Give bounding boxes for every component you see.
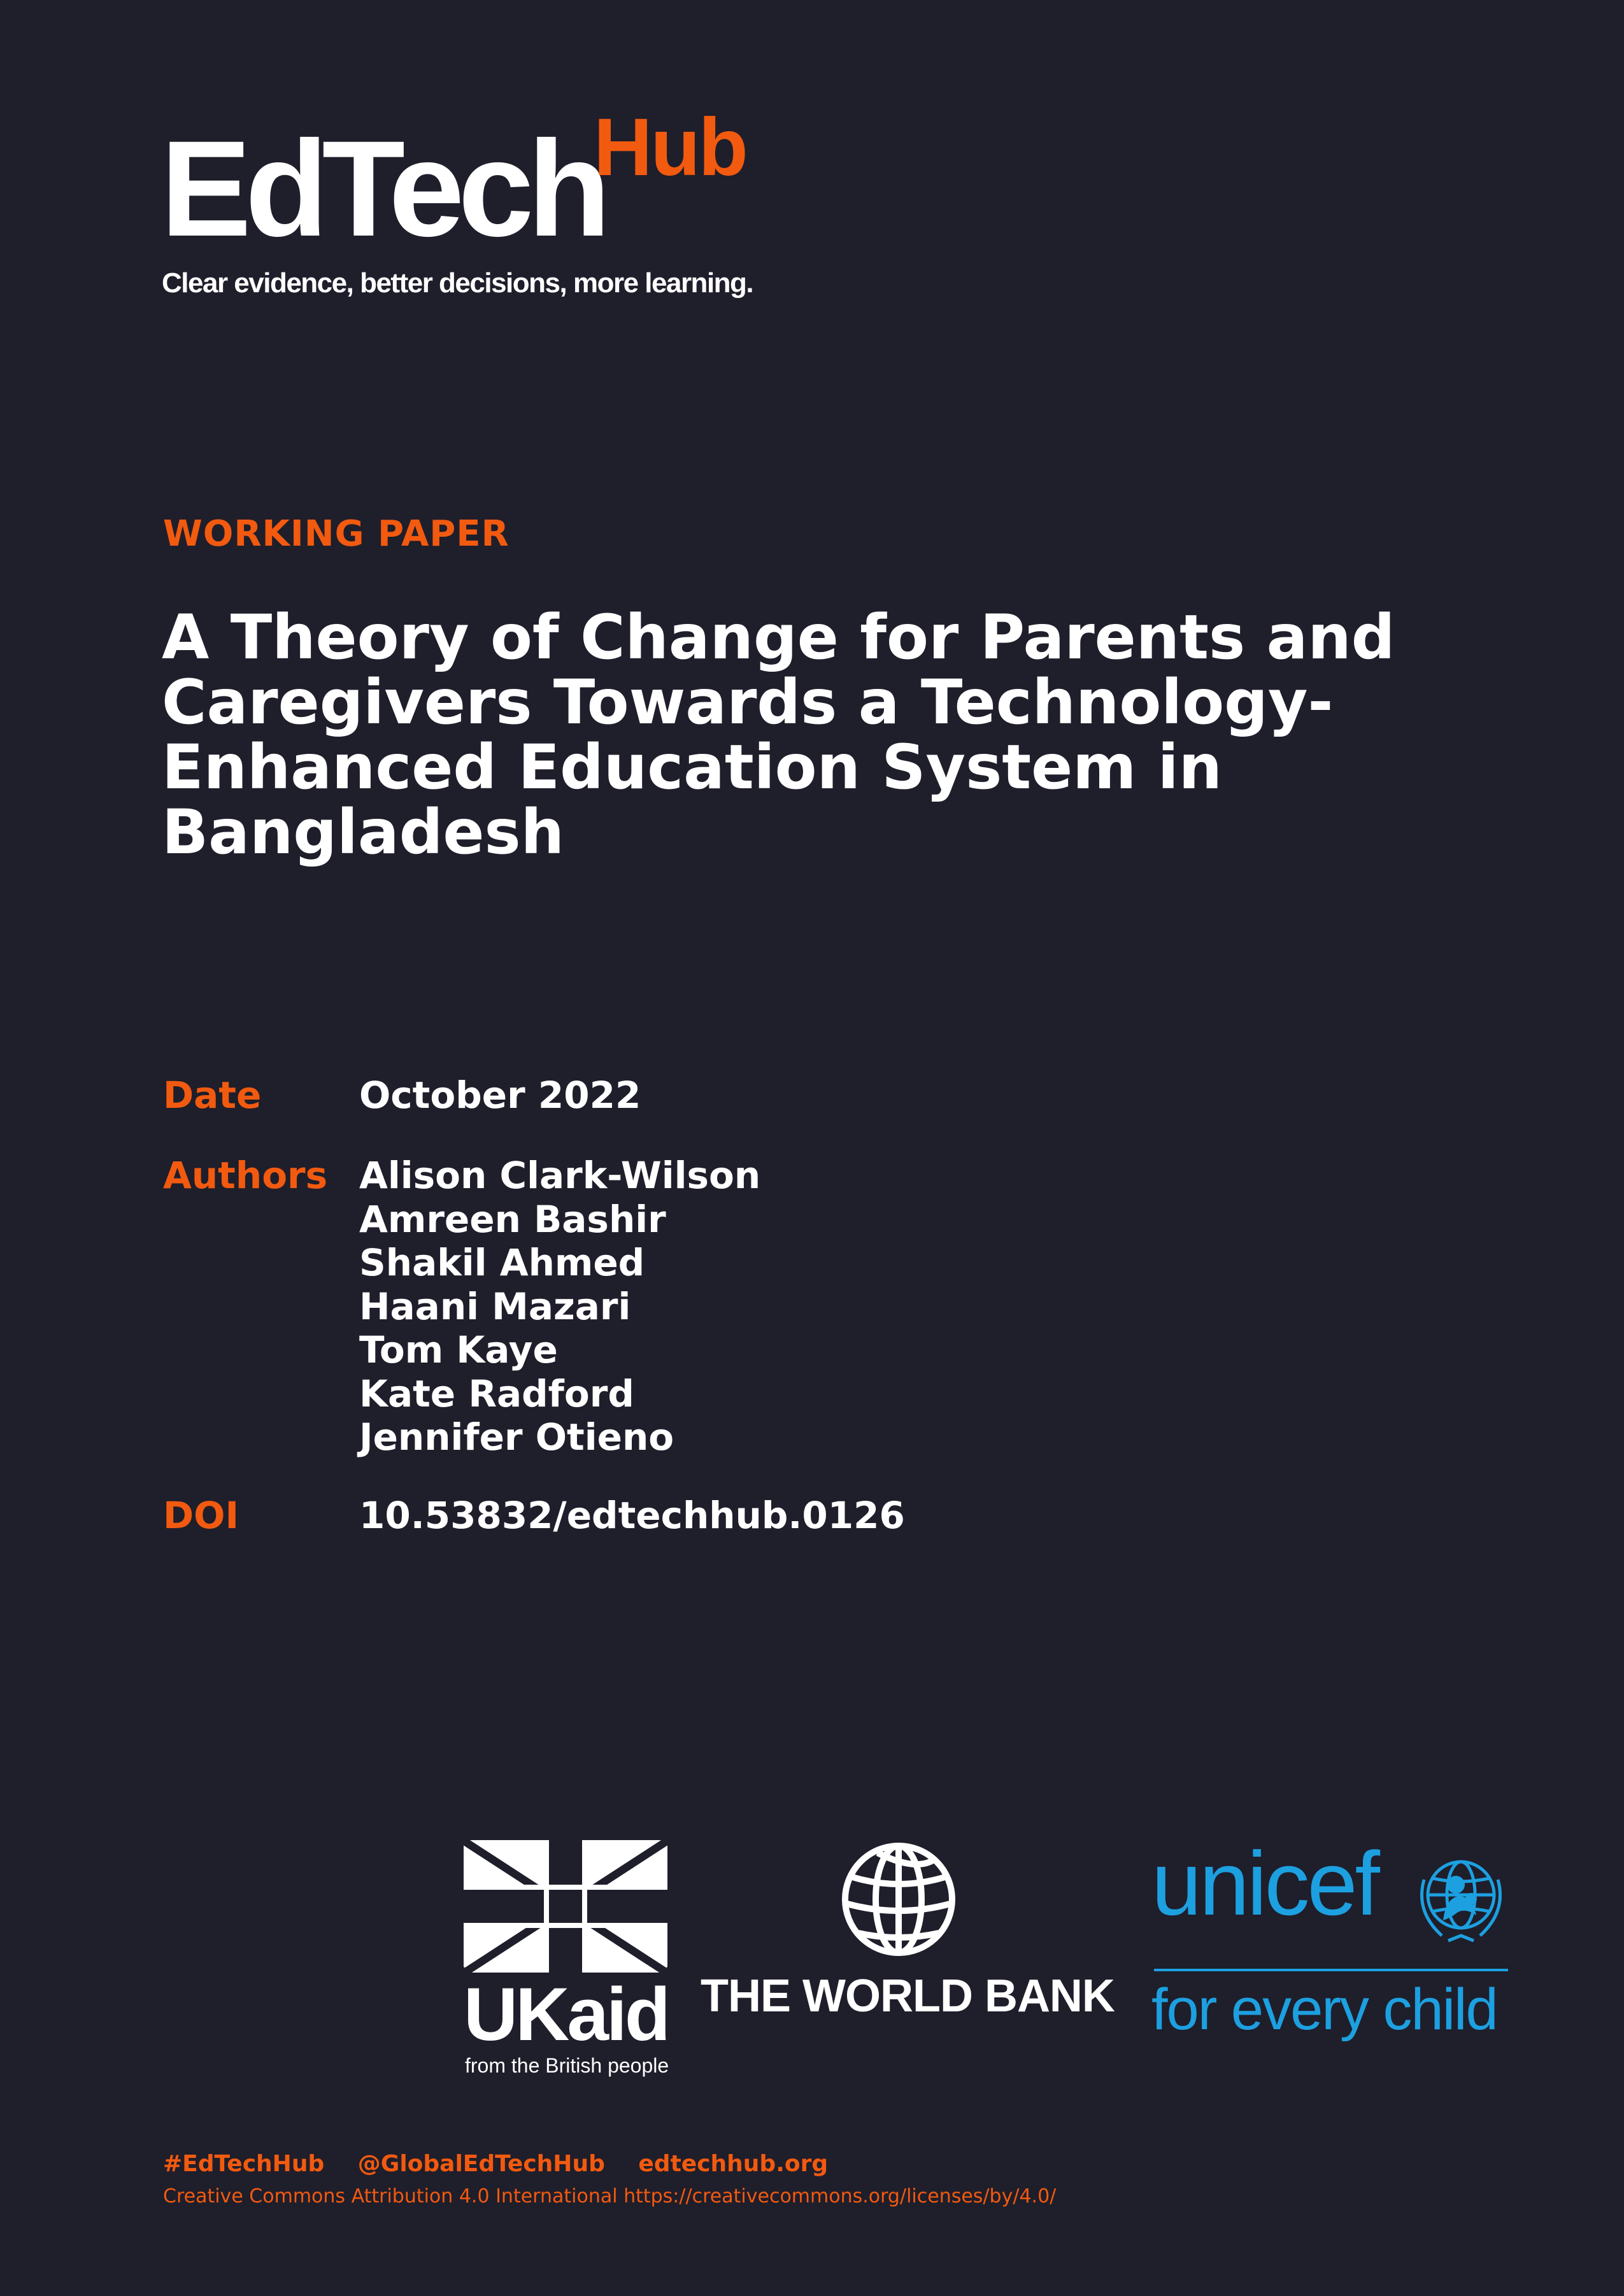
date-label: Date bbox=[163, 1074, 262, 1117]
footer-website[interactable]: edtechhub.org bbox=[638, 2151, 829, 2177]
author-name: Jennifer Otieno bbox=[359, 1415, 674, 1459]
author-name: Haani Mazari bbox=[359, 1284, 631, 1328]
footer-hashtag[interactable]: #EdTechHub bbox=[163, 2151, 325, 2177]
doi-value[interactable]: 10.53832/edtechhub.0126 bbox=[359, 1494, 905, 1537]
union-jack-icon bbox=[464, 1840, 667, 1973]
authors-list bbox=[359, 1154, 760, 1459]
author-name: Tom Kaye bbox=[359, 1328, 558, 1371]
title-line: A Theory of Change for Parents and bbox=[162, 602, 1395, 673]
ukaid-wordmark: UKaid bbox=[464, 1973, 668, 2057]
doi-label: DOI bbox=[163, 1494, 239, 1537]
page-title bbox=[162, 602, 1467, 868]
edtechhub-logo-hub: Hub bbox=[594, 102, 746, 193]
title-line: Enhanced Education System in bbox=[162, 732, 1222, 803]
author-name: Amreen Bashir bbox=[359, 1197, 666, 1241]
logo-tagline: Clear evidence, better decisions, more learning. bbox=[162, 267, 753, 299]
world-bank-wordmark: THE WORLD BANK bbox=[701, 1971, 1115, 2022]
edtechhub-logo-main: EdTech bbox=[160, 113, 605, 265]
unicef-divider bbox=[1154, 1969, 1508, 1971]
unicef-wordmark: unicef bbox=[1151, 1833, 1378, 1934]
title-line: Caregivers Towards a Technology- bbox=[162, 667, 1334, 738]
authors-label: Authors bbox=[163, 1154, 328, 1197]
author-name: Alison Clark-Wilson bbox=[359, 1154, 761, 1197]
author-name: Kate Radford bbox=[359, 1371, 634, 1415]
license-text[interactable]: Creative Commons Attribution 4.0 International https://creativecommons.org/licenses/by/4.0/ bbox=[163, 2185, 1057, 2207]
paper-type: WORKING PAPER bbox=[163, 513, 509, 555]
date-value: October 2022 bbox=[359, 1074, 641, 1117]
world-bank-globe-icon bbox=[839, 1840, 958, 1959]
footer-handle[interactable]: @GlobalEdTechHub bbox=[357, 2151, 605, 2177]
author-name: Shakil Ahmed bbox=[359, 1241, 645, 1284]
title-line: Bangladesh bbox=[162, 797, 565, 868]
ukaid-subtitle: from the British people bbox=[465, 2054, 669, 2077]
footer-links bbox=[163, 2151, 853, 2177]
unicef-emblem-icon bbox=[1410, 1854, 1512, 1950]
unicef-tagline: for every child bbox=[1151, 1977, 1497, 2042]
